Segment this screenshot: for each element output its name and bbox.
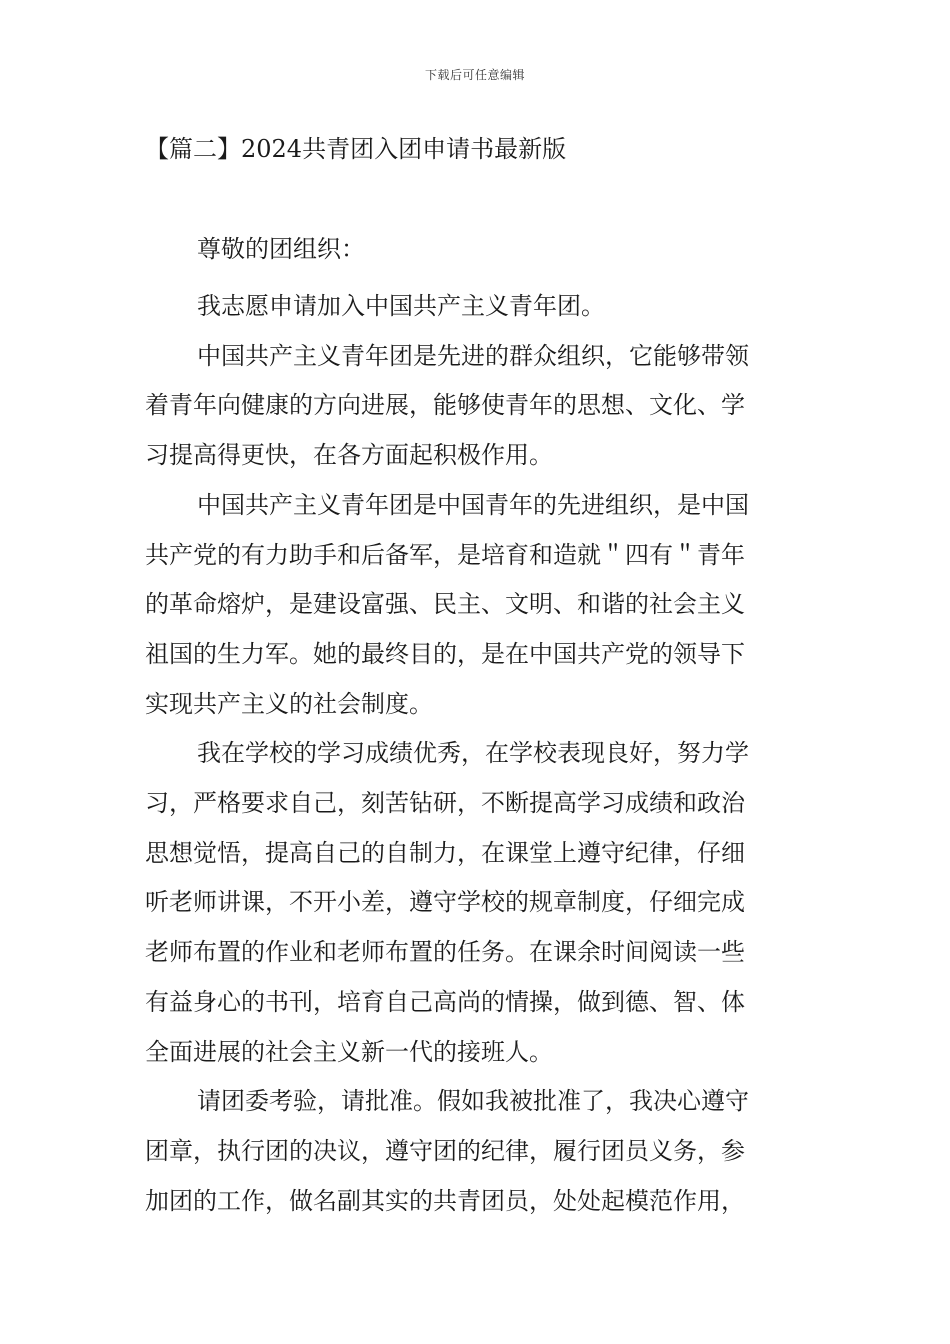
paragraph-line: 团章，执行团的决议，遵守团的纪律，履行团员义务，参	[145, 1136, 745, 1165]
paragraph-line: 习提高得更快，在各方面起积极作用。	[145, 441, 553, 470]
paragraph-line: 我志愿申请加入中国共产主义青年团。	[197, 292, 605, 320]
paragraph-line: 中国共产主义青年团是先进的群众组织，它能够带领	[197, 341, 749, 370]
letter-body	[145, 282, 810, 1226]
salutation: 尊敬的团组织：	[197, 235, 365, 263]
paragraph-3	[145, 481, 810, 730]
paragraph-line: 听老师讲课，不开小差，遵守学校的规章制度，仔细完成	[145, 888, 745, 917]
paragraph-1	[145, 282, 810, 332]
paragraph-5	[145, 1077, 810, 1226]
paragraph-line: 全面进展的社会主义新一代的接班人。	[145, 1037, 553, 1066]
paragraph-line: 思想觉悟，提高自己的自制力，在课堂上遵守纪律，仔细	[145, 838, 745, 867]
paragraph-line: 祖国的生力军。她的最终目的，是在中国共产党的领导下	[145, 639, 745, 668]
paragraph-line: 我在学校的学习成绩优秀，在学校表现良好，努力学	[197, 739, 749, 768]
paragraph-line: 加团的工作，做名副其实的共青团员，处处起模范作用，	[145, 1186, 745, 1215]
paragraph-line: 习，严格要求自己，刻苦钻研，不断提高学习成绩和政治	[145, 789, 745, 818]
paragraph-line: 的革命熔炉，是建设富强、民主、文明、和谐的社会主义	[145, 590, 745, 619]
paragraph-line: 请团委考验，请批准。假如我被批准了，我决心遵守	[197, 1087, 749, 1116]
paragraph-2	[145, 332, 810, 481]
paragraph-line: 共产党的有力助手和后备军，是培育和造就＂四有＂青年	[145, 540, 745, 569]
paragraph-line: 着青年向健康的方向进展，能够使青年的思想、文化、学	[145, 391, 745, 420]
paragraph-4	[145, 729, 810, 1077]
paragraph-line: 中国共产主义青年团是中国青年的先进组织，是中国	[197, 490, 749, 519]
paragraph-line: 实现共产主义的社会制度。	[145, 689, 433, 718]
paragraph-line: 有益身心的书刊，培育自己高尚的情操，做到德、智、体	[145, 987, 745, 1016]
paragraph-line: 老师布置的作业和老师布置的任务。在课余时间阅读一些	[145, 938, 745, 967]
document-title: 【篇二】2024共青团入团申请书最新版	[145, 135, 567, 163]
header-note: 下载后可任意编辑	[424, 68, 525, 82]
